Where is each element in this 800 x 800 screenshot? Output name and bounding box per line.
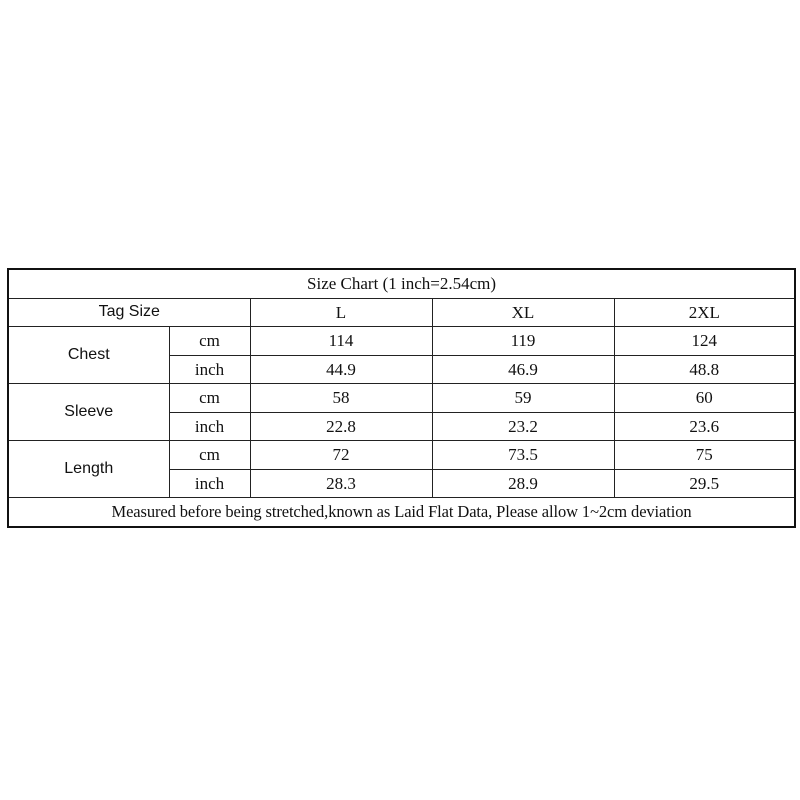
unit-cm: cm [169,384,250,413]
size-header-xl: XL [432,298,614,327]
table-cell: 124 [614,327,795,356]
unit-inch: inch [169,412,250,441]
tag-size-label: Tag Size [8,298,250,327]
size-header-2xl: 2XL [614,298,795,327]
table-cell: 73.5 [432,441,614,470]
measure-length: Length [8,441,169,498]
table-cell: 60 [614,384,795,413]
unit-inch: inch [169,355,250,384]
table-cell: 23.2 [432,412,614,441]
table-cell: 29.5 [614,469,795,498]
measure-chest: Chest [8,327,169,384]
table-cell: 58 [250,384,432,413]
table-row [8,327,795,356]
table-cell: 114 [250,327,432,356]
measure-sleeve: Sleeve [8,384,169,441]
table-cell: 46.9 [432,355,614,384]
table-cell: 22.8 [250,412,432,441]
table-cell: 75 [614,441,795,470]
table-row [8,441,795,470]
size-header-l: L [250,298,432,327]
unit-cm: cm [169,327,250,356]
table-cell: 44.9 [250,355,432,384]
table-cell: 119 [432,327,614,356]
note-row [8,498,795,527]
table-cell: 72 [250,441,432,470]
size-chart [7,268,794,528]
title-row [8,269,795,298]
size-header-row [8,298,795,327]
table-cell: 28.3 [250,469,432,498]
measurement-note: Measured before being stretched,known as Laid Flat Data, Please allow 1~2cm deviation [8,498,795,527]
table-row [8,384,795,413]
table-cell: 48.8 [614,355,795,384]
table-cell: 28.9 [432,469,614,498]
size-chart-table [7,268,796,528]
table-cell: 23.6 [614,412,795,441]
unit-cm: cm [169,441,250,470]
unit-inch: inch [169,469,250,498]
chart-title: Size Chart (1 inch=2.54cm) [8,269,795,298]
table-cell: 59 [432,384,614,413]
